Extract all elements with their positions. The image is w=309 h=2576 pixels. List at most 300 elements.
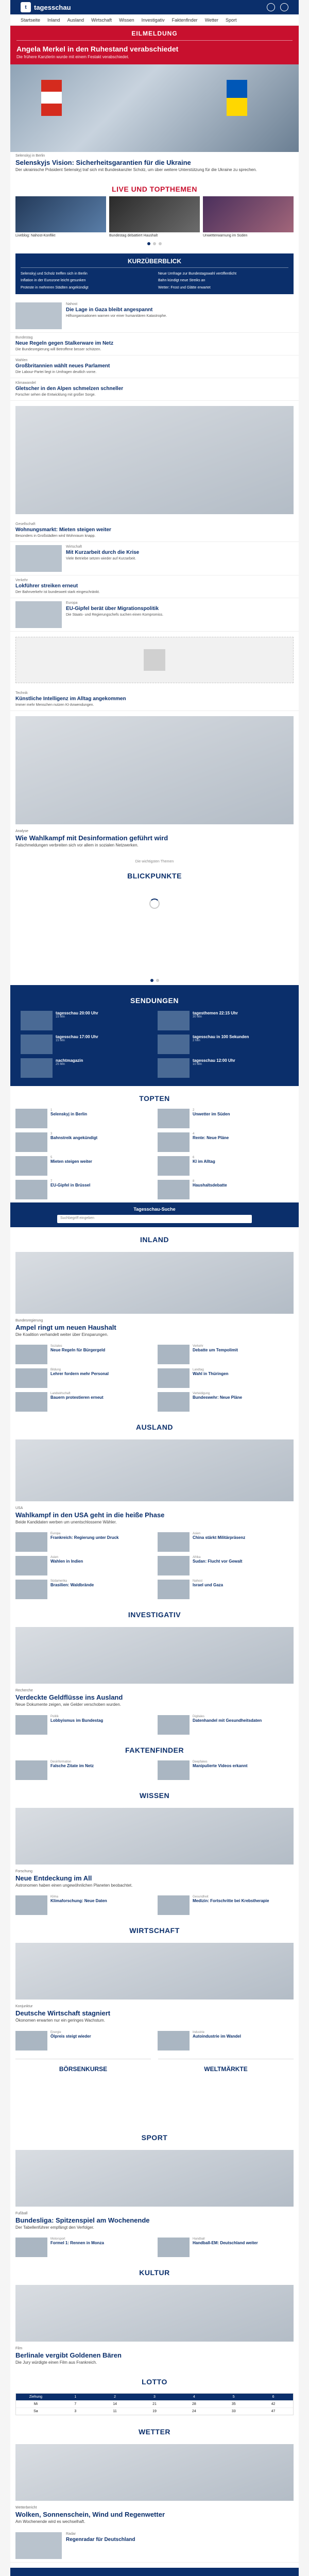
sendungen-section xyxy=(10,985,299,1086)
lead-meta: Selenskyj in Berlin xyxy=(15,154,45,158)
inland-item-meta: Soziales xyxy=(50,1345,62,1348)
wetter-meta: Wetterbericht xyxy=(15,2506,37,2510)
wirtschaft-item-meta: Energie xyxy=(50,2030,61,2034)
lotto-cell: 3 xyxy=(56,2408,95,2415)
topten-thumbnail xyxy=(158,1109,190,1128)
ausland-item-title: Wahlen in Indien xyxy=(50,1559,83,1564)
sport-grid xyxy=(10,2234,299,2260)
nav-item-faktenfinder[interactable]: Faktenfinder xyxy=(171,17,198,23)
inland-item[interactable] xyxy=(15,1368,151,1388)
sport-item-meta: Motorsport xyxy=(50,2237,65,2241)
ausland-item-meta: Europa xyxy=(50,1532,61,1536)
lead-image[interactable] xyxy=(10,64,299,152)
investigativ-lead-title[interactable]: Verdeckte Geldflüsse ins Ausland xyxy=(15,1693,123,1702)
lead-title[interactable]: Selenskyjs Vision: Sicherheitsgarantien für die Ukraine xyxy=(15,159,191,166)
ausland-thumbnail xyxy=(15,1580,47,1599)
news-item[interactable] xyxy=(10,575,299,598)
news-meta: Wirtschaft xyxy=(66,545,82,549)
inland-lead-text: Die Koalition verhandelt weiter über Einsparungen. xyxy=(15,1332,109,1337)
broadcast-title: tagesschau 17:00 Uhr xyxy=(56,1034,98,1039)
wirtschaft-item[interactable] xyxy=(158,2031,294,2050)
news-thumbnail xyxy=(15,601,62,628)
wissen-thumbnail xyxy=(158,1895,190,1915)
topten-rank: 4 xyxy=(193,1132,195,1136)
inland-grid xyxy=(10,1342,299,1415)
topten-item[interactable] xyxy=(15,1132,151,1152)
investigativ-thumbnail xyxy=(15,1715,47,1735)
ausland-item[interactable] xyxy=(15,1556,151,1575)
carousel-dot[interactable] xyxy=(159,242,162,245)
news-thumbnail xyxy=(15,302,62,329)
section-title-investigativ: INVESTIGATIV xyxy=(128,1611,181,1619)
kultur-lead-title[interactable]: Berlinale vergibt Goldenen Bären xyxy=(15,2351,122,2359)
news-row[interactable] xyxy=(10,598,299,632)
wissen-item-meta: Klima xyxy=(50,1895,59,1899)
carousel-item[interactable] xyxy=(109,196,200,239)
topten-thumbnail xyxy=(15,1109,47,1128)
news-text: Der Bahnverkehr ist bundesweit stark eingeschränkt. xyxy=(15,590,100,595)
inland-lead-title[interactable]: Ampel ringt um neuen Haushalt xyxy=(15,1323,116,1331)
inland-item-meta: Landwirtschaft xyxy=(50,1392,71,1396)
ausland-item-meta: Südamerika xyxy=(50,1580,67,1583)
summary-item[interactable]: Wetter: Frost und Glätte erwartet xyxy=(158,285,211,290)
flag-image xyxy=(41,80,62,116)
search-icon[interactable] xyxy=(267,3,275,11)
nav-item-sport[interactable]: Sport xyxy=(226,17,237,23)
wissen-lead-text: Astronomen haben einen ungewöhnlichen Planeten beobachtet. xyxy=(15,1883,133,1888)
carousel-dot[interactable] xyxy=(153,242,156,245)
ausland-item-meta: Asien xyxy=(193,1532,201,1536)
topten-rank: 8 xyxy=(193,1179,195,1183)
sport-item[interactable] xyxy=(158,2238,294,2257)
ausland-thumbnail xyxy=(15,1532,47,1552)
section-title-ausland: AUSLAND xyxy=(136,1423,173,1432)
breaking-kicker: EILMELDUNG xyxy=(16,30,293,41)
market-stocks-link[interactable]: BÖRSENKURSE xyxy=(15,2059,151,2079)
wirtschaft-item-title: Ölpreis steigt wieder xyxy=(50,2033,91,2039)
kultur-image[interactable] xyxy=(15,2285,294,2342)
ausland-item-meta: Asien xyxy=(50,1556,59,1560)
sport-item-title: Handball-EM: Deutschland weiter xyxy=(193,2240,258,2245)
wissen-item-meta: Gesundheit xyxy=(193,1895,209,1899)
broadcast-title: tagesschau 12:00 Uhr xyxy=(193,1058,235,1063)
broadcast-duration: 2 Min xyxy=(193,1039,200,1043)
inland-thumbnail xyxy=(158,1368,190,1388)
feature-image[interactable] xyxy=(15,716,294,824)
wirtschaft-item[interactable] xyxy=(15,2031,151,2050)
wetter-image[interactable] xyxy=(15,2444,294,2501)
faktenfinder-item[interactable] xyxy=(15,1760,151,1780)
topten-rank: 2 xyxy=(193,1108,195,1112)
ausland-item[interactable] xyxy=(158,1532,294,1552)
ausland-lead-title[interactable]: Wahlkampf in den USA geht in die heiße Phase xyxy=(15,1511,165,1519)
ausland-item[interactable] xyxy=(158,1556,294,1575)
news-text: Die Staats- und Regierungschefs suchen einen Kompromiss. xyxy=(66,613,164,617)
topten-item[interactable] xyxy=(158,1132,294,1152)
topten-item[interactable] xyxy=(158,1109,294,1128)
article-image[interactable] xyxy=(15,406,294,514)
faktenfinder-item-title: Manipulierte Videos erkannt xyxy=(193,1763,248,1768)
ausland-thumbnail xyxy=(158,1556,190,1575)
lotto-cell: 47 xyxy=(253,2408,293,2415)
blickpunkte-loading xyxy=(10,899,299,976)
summary-item[interactable]: Neue Umfrage zur Bundestagswahl veröffentlicht xyxy=(158,272,237,276)
carousel-dot[interactable] xyxy=(150,979,153,982)
sport-thumbnail xyxy=(15,2238,47,2257)
search-title: Tagesschau-Suche xyxy=(133,1206,176,1212)
wetter-row[interactable] xyxy=(10,2529,299,2563)
news-text: Die Labour-Partei liegt in Umfragen deutlich vorne. xyxy=(15,370,97,374)
inland-item-title: Bundeswehr: Neue Pläne xyxy=(193,1395,243,1400)
wetter-item-meta: Radar xyxy=(66,2532,76,2536)
wetter-lead-title[interactable]: Wolken, Sonnenschein, Wind und Regenwetter xyxy=(15,2511,165,2519)
wissen-lead-title[interactable]: Neue Entdeckung im All xyxy=(15,1874,92,1882)
broadcast-title: tagesschau in 100 Sekunden xyxy=(193,1034,249,1039)
lotto-header-cell: 4 xyxy=(193,2395,195,2399)
section-title-sport: SPORT xyxy=(141,2133,168,2142)
broadcast-item[interactable] xyxy=(158,1011,288,1030)
inland-meta: Bundesregierung xyxy=(15,1318,43,1323)
inland-item-title: Neue Regeln für Bürgergeld xyxy=(50,1348,106,1353)
video-thumbnail xyxy=(21,1011,53,1030)
inland-thumbnail xyxy=(158,1345,190,1364)
news-title[interactable]: Neue Regeln gegen Stalkerware im Netz xyxy=(15,340,114,346)
wissen-item[interactable] xyxy=(158,1895,294,1915)
news-item[interactable] xyxy=(10,519,299,542)
investigativ-lead-text: Neue Dokumente zeigen, wie Gelder verschoben wurden. xyxy=(15,1702,122,1707)
inland-thumbnail xyxy=(15,1345,47,1364)
news-item[interactable] xyxy=(10,378,299,401)
ausland-item[interactable] xyxy=(15,1532,151,1552)
broadcast-duration: 25 Min xyxy=(56,1063,65,1066)
investigativ-item[interactable] xyxy=(158,1715,294,1735)
ausland-item-title: China stärkt Militärpräsenz xyxy=(193,1535,246,1540)
market-world-link[interactable]: WELTMÄRKTE xyxy=(158,2059,294,2079)
carousel-caption: Unwetterwarnung im Süden xyxy=(203,234,248,238)
section-title-wirtschaft: WIRTSCHAFT xyxy=(129,1926,180,1935)
ausland-item-title: Israel und Gaza xyxy=(193,1583,224,1588)
ausland-thumbnail xyxy=(158,1580,190,1599)
topten-title: KI im Alltag xyxy=(193,1159,215,1164)
topten-thumbnail xyxy=(15,1132,47,1152)
wirtschaft-item-meta: Industrie xyxy=(193,2030,205,2034)
nav-item-wirtschaft[interactable]: Wirtschaft xyxy=(91,17,112,23)
feature-text: Falschmeldungen verbreiten sich vor allem in sozialen Netzwerken. xyxy=(15,843,139,848)
ausland-lead-text: Beide Kandidaten werben um unentschlossene Wähler. xyxy=(15,1520,117,1525)
lotto-header-cell: 5 xyxy=(232,2395,235,2399)
lotto-cell: 7 xyxy=(56,2400,95,2408)
carousel-item[interactable] xyxy=(15,196,106,239)
broadcast-item[interactable] xyxy=(158,1035,288,1054)
faktenfinder-thumbnail xyxy=(15,1760,47,1780)
ausland-thumbnail xyxy=(158,1532,190,1552)
sendungen-grid xyxy=(15,1008,294,1081)
topten-rank: 7 xyxy=(50,1179,53,1183)
news-meta: Europa xyxy=(66,601,78,605)
topten-title: Bahnstreik angekündigt xyxy=(50,1135,98,1140)
sport-meta: Fußball xyxy=(15,2211,28,2215)
topten-rank: 3 xyxy=(50,1132,53,1136)
news-text: Hilfsorganisationen warnen vor einer humanitären Katastrophe. xyxy=(66,314,167,318)
top-icons xyxy=(267,3,288,11)
wirtschaft-thumbnail xyxy=(15,2031,47,2050)
summary-item[interactable]: Proteste in mehreren Städten angekündigt xyxy=(21,285,89,290)
carousel-item[interactable] xyxy=(203,196,294,239)
news-row[interactable] xyxy=(10,542,299,575)
broadcast-duration: 15 Min xyxy=(56,1039,65,1043)
topten-thumbnail xyxy=(158,1132,190,1152)
nav-item-ausland[interactable]: Ausland xyxy=(67,17,84,23)
top-bar xyxy=(10,0,299,14)
flag-image xyxy=(227,80,247,116)
ausland-item-title: Sudan: Flucht vor Gewalt xyxy=(193,1559,243,1564)
topten-item[interactable] xyxy=(15,1109,151,1128)
ausland-item[interactable] xyxy=(158,1580,294,1599)
investigativ-item[interactable] xyxy=(15,1715,151,1735)
ad-placeholder xyxy=(15,637,294,683)
topten-title: Haushaltsdebatte xyxy=(193,1182,227,1188)
news-row[interactable] xyxy=(10,299,299,333)
lotto-cell: 33 xyxy=(214,2408,253,2415)
wissen-grid xyxy=(10,1892,299,1918)
breaking-news-banner[interactable] xyxy=(10,26,299,64)
broadcast-item[interactable] xyxy=(21,1058,151,1078)
news-title[interactable]: Künstliche Intelligenz im Alltag angekommen xyxy=(15,696,126,702)
inland-item-meta: Bildung xyxy=(50,1368,61,1372)
lotto-table xyxy=(15,2393,294,2415)
investigativ-meta: Recherche xyxy=(15,1689,33,1693)
wirtschaft-thumbnail xyxy=(158,2031,190,2050)
broadcast-title: tagesthemen 22:15 Uhr xyxy=(193,1010,238,1015)
wissen-item-title: Medizin: Fortschritte bei Krebstherapie xyxy=(193,1899,269,1904)
news-title[interactable]: EU-Gipfel berät über Migrationspolitik xyxy=(66,606,159,612)
investigativ-item-title: Datenhandel mit Gesundheitsdaten xyxy=(193,1718,262,1723)
nav-item-inland[interactable]: Inland xyxy=(47,17,60,23)
topten-item[interactable] xyxy=(15,1180,151,1199)
inland-item[interactable] xyxy=(15,1392,151,1412)
logo-mark: t xyxy=(21,2,31,12)
search-band xyxy=(10,1202,299,1227)
news-title[interactable]: Die Lage in Gaza bleibt angespannt xyxy=(66,307,153,313)
kultur-lead-text: Die Jury würdigte einen Film aus Frankreich. xyxy=(15,2360,97,2365)
inland-item-title: Debatte um Tempolimit xyxy=(193,1348,238,1353)
logo-text: tagesschau xyxy=(34,3,71,11)
lotto-table-header xyxy=(16,2394,293,2400)
sport-lead-title[interactable]: Bundesliga: Spitzenspiel am Wochenende xyxy=(15,2216,150,2224)
lotto-header-cell: 6 xyxy=(272,2395,274,2399)
lotto-cell: 19 xyxy=(135,2408,175,2415)
lotto-cell: 14 xyxy=(95,2400,135,2408)
inland-item-title: Bauern protestieren erneut xyxy=(50,1395,104,1400)
inland-item[interactable] xyxy=(15,1345,151,1364)
carousel-image xyxy=(203,196,294,232)
broadcast-item[interactable] xyxy=(21,1011,151,1030)
summary-title: KURZÜBERBLICK xyxy=(21,258,288,268)
menu-icon[interactable] xyxy=(280,3,288,11)
topten-rank: 6 xyxy=(193,1156,195,1159)
lead-text: Der ukrainische Präsident Selenskyj traf sich mit Bundeskanzler Scholz, um über weitere Unterstützung für die Ukraine zu sprechen. xyxy=(15,167,257,172)
news-title[interactable]: Wohnungsmarkt: Mieten steigen weiter xyxy=(15,527,111,533)
wetter-item-title[interactable]: Regenradar für Deutschland xyxy=(66,2536,135,2543)
broadcast-item[interactable] xyxy=(158,1058,288,1078)
inland-thumbnail xyxy=(158,1392,190,1412)
news-title[interactable]: Gletscher in den Alpen schmelzen schneller xyxy=(15,385,124,392)
lotto-cell: 24 xyxy=(174,2408,214,2415)
wirtschaft-item-title: Autoindustrie im Wandel xyxy=(193,2033,241,2039)
broadcast-duration: 15 Min xyxy=(56,1015,65,1019)
ausland-thumbnail xyxy=(15,1556,47,1575)
topten-item[interactable] xyxy=(15,1156,151,1176)
lotto-table-row xyxy=(16,2400,293,2408)
section-title-kultur: KULTUR xyxy=(139,2268,170,2277)
section-title-blickpunkte: BLICKPUNKTE xyxy=(127,871,182,880)
topten-item[interactable] xyxy=(158,1156,294,1176)
section-title-sendungen: SENDUNGEN xyxy=(130,996,179,1005)
footer xyxy=(10,2568,299,2576)
faktenfinder-thumbnail xyxy=(158,1760,190,1780)
inland-item-title: Lehrer fordern mehr Personal xyxy=(50,1371,109,1377)
lotto-cell: Mi xyxy=(16,2400,56,2408)
nav-item-investigativ[interactable]: Investigativ xyxy=(141,17,165,23)
wirtschaft-lead-title[interactable]: Deutsche Wirtschaft stagniert xyxy=(15,2009,111,2018)
news-title[interactable]: Mit Kurzarbeit durch die Krise xyxy=(66,550,140,556)
wissen-image[interactable] xyxy=(15,1808,294,1865)
news-item[interactable] xyxy=(10,355,299,378)
search-input[interactable]: Suchbegriff eingeben xyxy=(57,1215,252,1223)
news-text: Immer mehr Menschen nutzen KI-Anwendungen. xyxy=(15,703,94,707)
section-title-live: LIVE UND TOPTHEMEN xyxy=(112,185,197,194)
video-thumbnail xyxy=(158,1011,190,1030)
section-title-wetter: WETTER xyxy=(138,2428,171,2436)
news-meta: Gesellschaft xyxy=(15,522,36,526)
nav-item-startseite[interactable]: Startseite xyxy=(21,17,41,23)
news-text: Besonders in Großstädten wird Wohnraum knapp. xyxy=(15,534,96,538)
topten-thumbnail xyxy=(15,1180,47,1199)
inland-item[interactable] xyxy=(158,1345,294,1364)
news-thumbnail xyxy=(15,545,62,572)
video-thumbnail xyxy=(158,1035,190,1054)
main-nav xyxy=(10,14,299,26)
news-item[interactable] xyxy=(10,333,299,355)
carousel-dot[interactable] xyxy=(147,242,150,245)
topten-rank: 1 xyxy=(50,1108,53,1112)
ausland-item-meta: Afrika xyxy=(193,1556,201,1560)
news-meta: Technik xyxy=(15,691,28,696)
news-meta: Klimawandel xyxy=(15,381,36,385)
lotto-cell: 42 xyxy=(253,2400,293,2408)
carousel-dots xyxy=(10,976,299,985)
section-title-topten: TOPTEN xyxy=(139,1094,170,1103)
breaking-sub: Die frühere Kanzlerin wurde mit einem Festakt verabschiedet. xyxy=(16,55,129,59)
news-title[interactable]: Großbritannien wählt neues Parlament xyxy=(15,363,110,369)
loading-spinner-icon xyxy=(149,899,160,909)
wirtschaft-lead-text: Ökonomen erwarten nur ein geringes Wachstum. xyxy=(15,2018,106,2023)
feature-title[interactable]: Wie Wahlkampf mit Desinformation geführt wird xyxy=(15,834,168,842)
sport-image[interactable] xyxy=(15,2150,294,2207)
blickpunkte-kicker: Die wichtigsten Themen xyxy=(135,859,174,863)
sport-item[interactable] xyxy=(15,2238,151,2257)
inland-item-title: Wahl in Thüringen xyxy=(193,1371,229,1377)
ausland-grid xyxy=(10,1529,299,1602)
wetter-lead-text: Am Wochenende wird es wechselhaft. xyxy=(15,2519,85,2524)
sport-thumbnail xyxy=(158,2238,190,2257)
inland-item[interactable] xyxy=(158,1368,294,1388)
wirtschaft-grid xyxy=(10,2028,299,2054)
ausland-image[interactable] xyxy=(15,1439,294,1501)
carousel-caption: Bundestag debattiert Haushalt xyxy=(109,234,158,238)
wirtschaft-image[interactable] xyxy=(15,1943,294,1999)
investigativ-grid xyxy=(10,1712,299,1738)
markets-row xyxy=(10,2054,299,2084)
video-thumbnail xyxy=(21,1035,53,1054)
ausland-meta: USA xyxy=(15,1506,23,1511)
topten-title: Selenskyj in Berlin xyxy=(50,1111,88,1116)
faktenfinder-item-title: Falsche Zitate im Netz xyxy=(50,1763,94,1768)
lotto-header-cell: 2 xyxy=(114,2395,116,2399)
news-title[interactable]: Lokführer streiken erneut xyxy=(15,583,78,589)
inland-image[interactable] xyxy=(15,1252,294,1314)
wissen-item[interactable] xyxy=(15,1895,151,1915)
news-text: Forscher sehen die Entwicklung mit großer Sorge. xyxy=(15,393,96,397)
broadcast-item[interactable] xyxy=(21,1035,151,1054)
lotto-cell: Sa xyxy=(16,2408,56,2415)
news-meta: Verkehr xyxy=(15,579,28,583)
topten-thumbnail xyxy=(158,1156,190,1176)
carousel-dot[interactable] xyxy=(156,979,159,982)
inland-item-meta: Verteidigung xyxy=(193,1392,210,1396)
page-wrap xyxy=(10,0,299,2576)
topten-grid xyxy=(10,1106,299,1202)
inland-item[interactable] xyxy=(158,1392,294,1412)
lotto-table-row xyxy=(16,2408,293,2415)
lotto-cell: 28 xyxy=(174,2400,214,2408)
video-thumbnail xyxy=(21,1058,53,1078)
nav-item-wissen[interactable]: Wissen xyxy=(119,17,134,23)
ausland-item-title: Brasilien: Waldbrände xyxy=(50,1583,94,1588)
topten-item[interactable] xyxy=(158,1180,294,1199)
summary-item[interactable]: Selenskyj und Scholz treffen sich in Berlin xyxy=(21,272,88,276)
breaking-headline: Angela Merkel in den Ruhestand verabschiedet xyxy=(16,45,179,53)
news-item[interactable] xyxy=(10,688,299,711)
investigativ-image[interactable] xyxy=(15,1627,294,1684)
broadcast-title: nachtmagazin xyxy=(56,1058,83,1063)
sport-item-meta: Handball xyxy=(193,2237,205,2241)
summary-item[interactable]: Inflation in der Eurozone leicht gesunken xyxy=(21,279,86,283)
lotto-cell: 21 xyxy=(135,2400,175,2408)
topten-title: Unwetter im Süden xyxy=(193,1111,230,1116)
markets-loading xyxy=(10,2084,299,2125)
carousel-image xyxy=(109,196,200,232)
topten-title: Mieten steigen weiter xyxy=(50,1159,92,1164)
wissen-meta: Forschung xyxy=(15,1869,33,1873)
lotto-cell: 11 xyxy=(95,2408,135,2415)
summary-item[interactable]: Bahn kündigt neue Streiks an xyxy=(158,279,205,283)
carousel-image xyxy=(15,196,106,232)
faktenfinder-item[interactable] xyxy=(158,1760,294,1780)
topten-title: Rente: Neue Pläne xyxy=(193,1135,229,1140)
nav-item-wetter[interactable]: Wetter xyxy=(204,17,219,23)
broadcast-duration: 10 Min xyxy=(193,1063,202,1066)
broadcast-title: tagesschau 20:00 Uhr xyxy=(56,1010,98,1015)
wirtschaft-meta: Konjunktur xyxy=(15,2005,33,2009)
faktenfinder-item-meta: Desinformation xyxy=(50,1760,72,1764)
sport-item-title: Formel 1: Rennen in Monza xyxy=(50,2240,105,2245)
logo[interactable] xyxy=(21,2,71,12)
ausland-item[interactable] xyxy=(15,1580,151,1599)
investigativ-item-meta: Digitales xyxy=(193,1715,205,1718)
inland-thumbnail xyxy=(15,1368,47,1388)
video-thumbnail xyxy=(158,1058,190,1078)
